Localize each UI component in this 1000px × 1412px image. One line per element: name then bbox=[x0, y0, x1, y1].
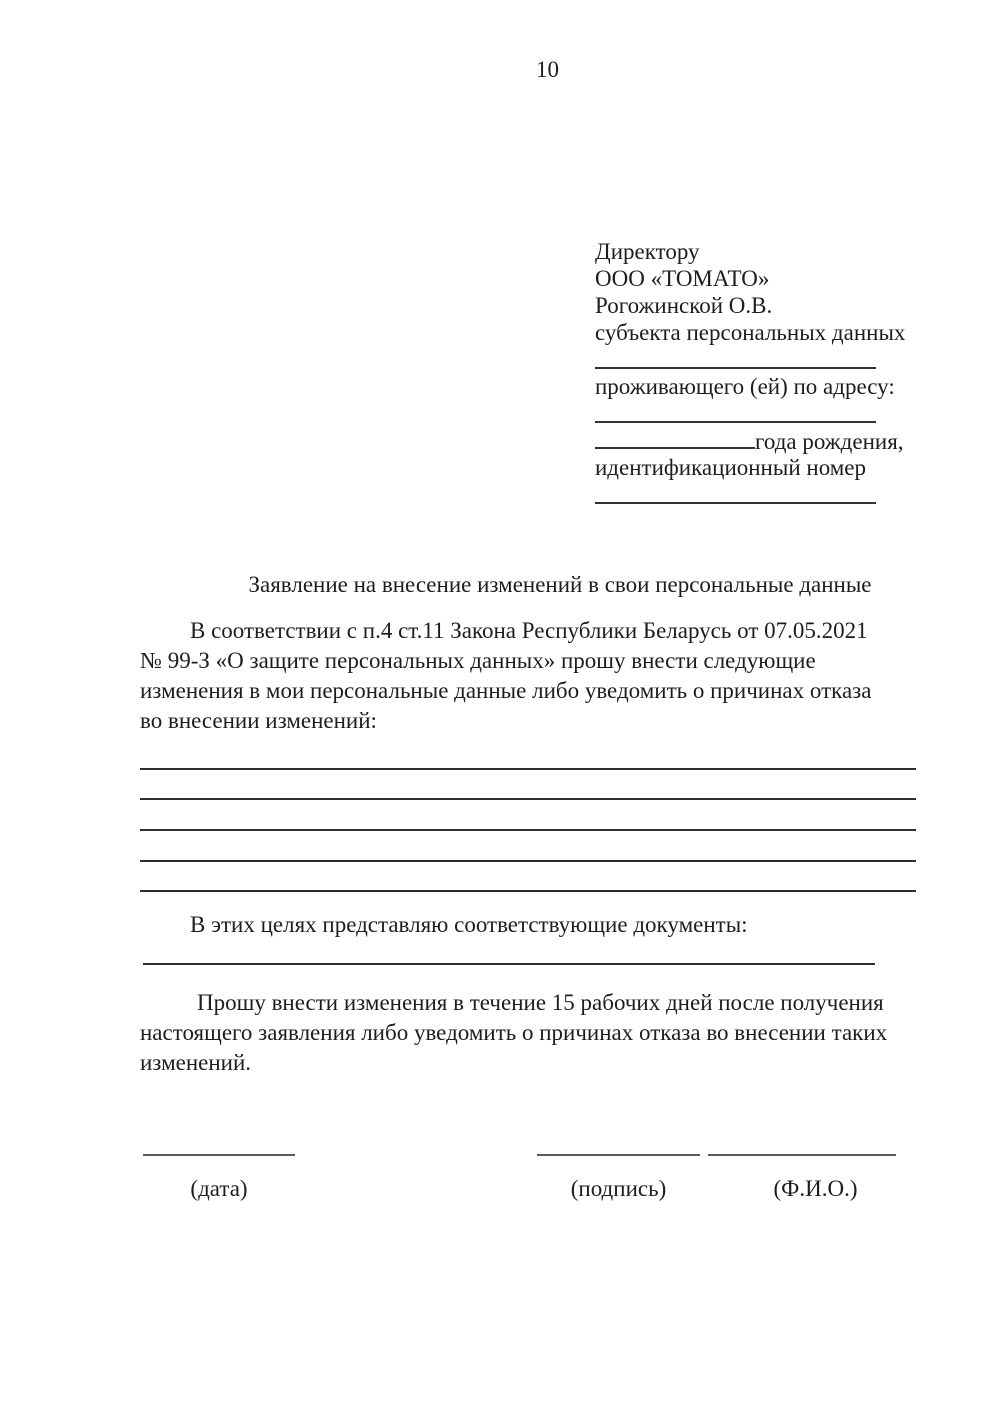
addressee-person: Рогожинской О.В. bbox=[595, 293, 773, 318]
paragraph-line: настоящего заявления либо уведомить о причинах отказа во внесении таких bbox=[140, 1020, 888, 1045]
addressee-subject: субъекта персональных данных bbox=[595, 320, 906, 345]
paragraph-line: № 99-З «О защите персональных данных» прошу внести следующие bbox=[140, 648, 816, 673]
fill-in-line bbox=[595, 502, 876, 504]
paragraph-deadline bbox=[140, 988, 940, 1078]
paragraph-line: Прошу внести изменения в течение 15 рабочих дней после получения bbox=[197, 990, 884, 1015]
fill-in-line bbox=[140, 770, 916, 801]
fill-in-row bbox=[595, 346, 925, 373]
paragraph-line: во внесении изменений: bbox=[140, 708, 377, 733]
fill-in-line bbox=[140, 800, 916, 831]
paragraph-line: изменения в мои персональные данные либо уведомить о причинах отказа bbox=[140, 678, 872, 703]
fill-in-line bbox=[140, 739, 916, 770]
fill-in-line bbox=[595, 367, 876, 369]
fill-in-row bbox=[595, 481, 925, 508]
birth-year-row bbox=[595, 427, 925, 454]
addressee-director: Директору bbox=[595, 239, 700, 264]
changes-fill-in-block bbox=[140, 739, 916, 892]
signature-block bbox=[0, 1132, 1000, 1222]
paragraph-line: В этих целях представляю соответствующие документы: bbox=[190, 912, 748, 937]
date-label: (дата) bbox=[190, 1176, 248, 1201]
addressee-residing: проживающего (ей) по адресу: bbox=[595, 374, 895, 399]
paragraph-legal-basis bbox=[140, 616, 940, 736]
fill-in-line bbox=[140, 831, 916, 862]
paragraph-line: изменений. bbox=[140, 1050, 252, 1075]
date-signature-line bbox=[143, 1154, 295, 1156]
document-title: Заявление на внесение изменений в свои персональные данные bbox=[248, 572, 872, 597]
fio-label: (Ф.И.О.) bbox=[773, 1176, 858, 1201]
fio-signature-line bbox=[708, 1154, 896, 1156]
fill-in-line bbox=[140, 862, 916, 893]
fill-in-line bbox=[595, 427, 755, 449]
addressee-company: ООО «ТОМАТО» bbox=[595, 266, 770, 291]
fill-in-row bbox=[595, 400, 925, 427]
sign-label: (подпись) bbox=[570, 1176, 667, 1201]
documents-fill-in-line bbox=[143, 935, 875, 965]
paragraph-line: В соответствии с п.4 ст.11 Закона Республики Беларусь от 07.05.2021 bbox=[190, 618, 868, 643]
birth-year-suffix: года рождения, bbox=[755, 429, 904, 454]
addressee-id-label: идентификационный номер bbox=[595, 455, 867, 480]
fill-in-line bbox=[595, 421, 876, 423]
addressee-block bbox=[595, 238, 925, 508]
sign-signature-line bbox=[537, 1154, 700, 1156]
page-number: 10 bbox=[536, 57, 559, 82]
